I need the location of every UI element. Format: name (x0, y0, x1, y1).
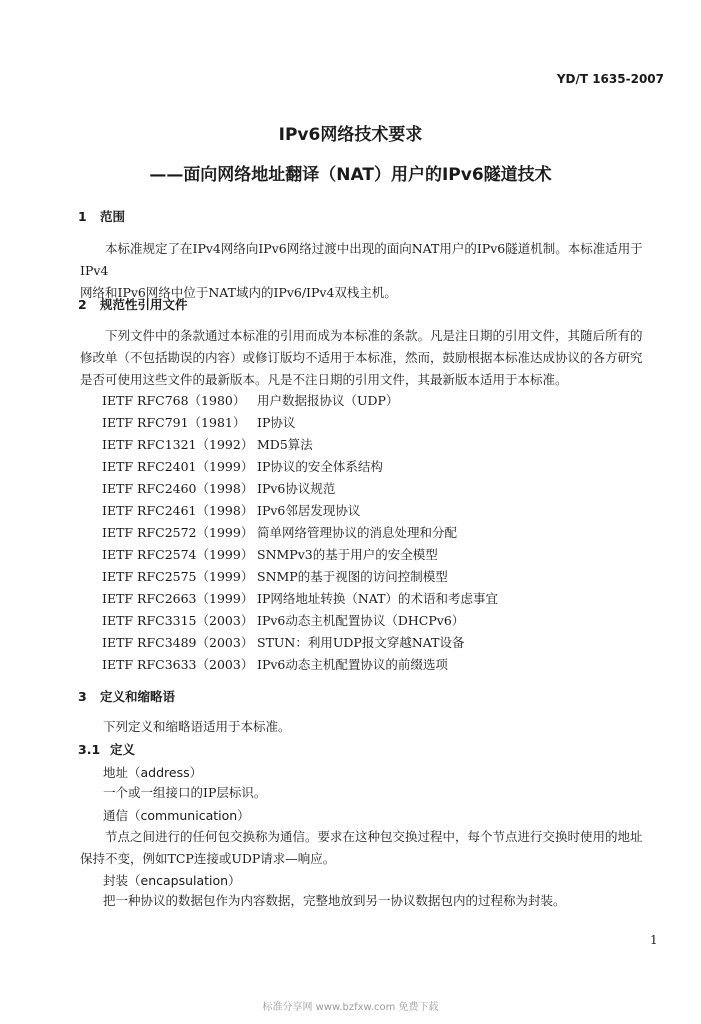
paragraph-line: 修改单（不包括勘误的内容）或修订版均不适用于本标准，然而，鼓励根据本标准达成协议的各方研究 (80, 350, 643, 365)
reference-item (102, 479, 335, 499)
paragraph-line: 下列文件中的条款通过本标准的引用而成为本标准的条款。凡是注日期的引用文件，其随后所有的 (105, 328, 643, 343)
reference-item (102, 589, 498, 609)
document-subtitle: ——面向网络地址翻译（NAT）用户的IPv6隧道技术 (149, 165, 552, 185)
reference-item (102, 545, 438, 565)
subsection-3-1-heading (78, 740, 135, 758)
reference-item (102, 457, 383, 477)
section-number: 2 (78, 297, 87, 312)
reference-id: IETF RFC1321（1992） (102, 437, 254, 452)
reference-id: IETF RFC2574（1999） (102, 547, 254, 562)
section-3-heading (78, 687, 175, 705)
reference-item (102, 655, 448, 675)
reference-title: IP网络地址转换（NAT）的术语和考虑事宜 (257, 591, 498, 606)
subsection-number: 3.1 (78, 742, 101, 757)
reference-id: IETF RFC2572（1999） (102, 525, 254, 540)
reference-id: IETF RFC2575（1999） (102, 569, 254, 584)
reference-item (102, 567, 448, 587)
term-definition: 一个或一组接口的IP层标识。 (103, 785, 267, 800)
paragraph-line: 节点之间进行的任何包交换称为通信。要求在这种包交换过程中，每个节点进行交换时使用的地址 (105, 829, 643, 844)
reference-title: IP协议的安全体系结构 (257, 459, 383, 474)
reference-title: IP协议 (257, 415, 296, 430)
reference-id: IETF RFC2461（1998） (102, 503, 254, 518)
section-3-intro: 下列定义和缩略语适用于本标准。 (103, 719, 291, 734)
term-heading: 通信（communication） (103, 808, 250, 823)
standard-code: YD/T 1635-2007 (556, 72, 664, 86)
reference-title: SNMP的基于视图的访问控制模型 (257, 569, 448, 584)
reference-id: IETF RFC791（1981） (102, 415, 246, 430)
reference-id: IETF RFC768（1980） (102, 393, 246, 408)
reference-id: IETF RFC3315（2003） (102, 613, 254, 628)
paragraph-line: 是否可使用这些文件的最新版本。凡是不注日期的引用文件，其最新版本适用于本标准。 (80, 372, 568, 387)
reference-item (102, 435, 313, 455)
section-number: 3 (78, 689, 87, 704)
reference-id: IETF RFC2663（1999） (102, 591, 254, 606)
watermark-footer: 标准分享网 www.bzfxw.com 免费下载 (262, 1002, 439, 1013)
reference-id: IETF RFC3633（2003） (102, 657, 254, 672)
section-title: 规范性引用文件 (100, 297, 188, 312)
term-heading: 地址（address） (103, 765, 203, 780)
document-title: IPv6网络技术要求 (278, 125, 423, 145)
reference-title: IPv6动态主机配置协议的前缀选项 (257, 657, 448, 672)
reference-item (102, 633, 464, 653)
reference-item (102, 611, 464, 631)
subsection-title: 定义 (110, 742, 136, 757)
reference-title: IPv6协议规范 (257, 481, 336, 496)
reference-title: IPv6邻居发现协议 (257, 503, 361, 518)
reference-id: IETF RFC2460（1998） (102, 481, 254, 496)
reference-title: IPv6动态主机配置协议（DHCPv6） (257, 613, 465, 628)
paragraph-line: 保持不变，例如TCP连接或UDP请求—响应。 (80, 851, 336, 866)
reference-title: STUN：利用UDP报文穿越NAT设备 (257, 635, 465, 650)
reference-item (102, 413, 295, 433)
reference-item (102, 501, 360, 521)
reference-item (102, 391, 398, 411)
paragraph-line: 本标准规定了在IPv4网络向IPv6网络过渡中出现的面向NAT用户的IPv6隧道机制。本标准适用于IPv4 (80, 241, 643, 278)
page-number: 1 (650, 933, 658, 947)
section-1-heading (78, 207, 125, 225)
reference-id: IETF RFC3489（2003） (102, 635, 254, 650)
reference-title: MD5算法 (257, 437, 313, 452)
reference-title: 简单网络管理协议的消息处理和分配 (257, 525, 458, 540)
reference-title: SNMPv3的基于用户的安全模型 (257, 547, 438, 562)
reference-item (102, 523, 457, 543)
reference-title: 用户数据报协议（UDP） (257, 393, 399, 408)
term-heading: 封装（encapsulation） (103, 873, 241, 888)
section-2-heading (78, 295, 188, 313)
section-2-paragraph (80, 325, 665, 391)
section-title: 范围 (100, 209, 126, 224)
term-definition (80, 826, 665, 870)
paragraph-line: 网络和IPv6网络中位于NAT域内的IPv6/IPv4双栈主机。 (80, 285, 397, 300)
reference-id: IETF RFC2401（1999） (102, 459, 254, 474)
section-title: 定义和缩略语 (100, 689, 176, 704)
term-definition: 把一种协议的数据包作为内容数据，完整地放到另一协议数据包内的过程称为封装。 (103, 893, 566, 908)
section-number: 1 (78, 209, 87, 224)
